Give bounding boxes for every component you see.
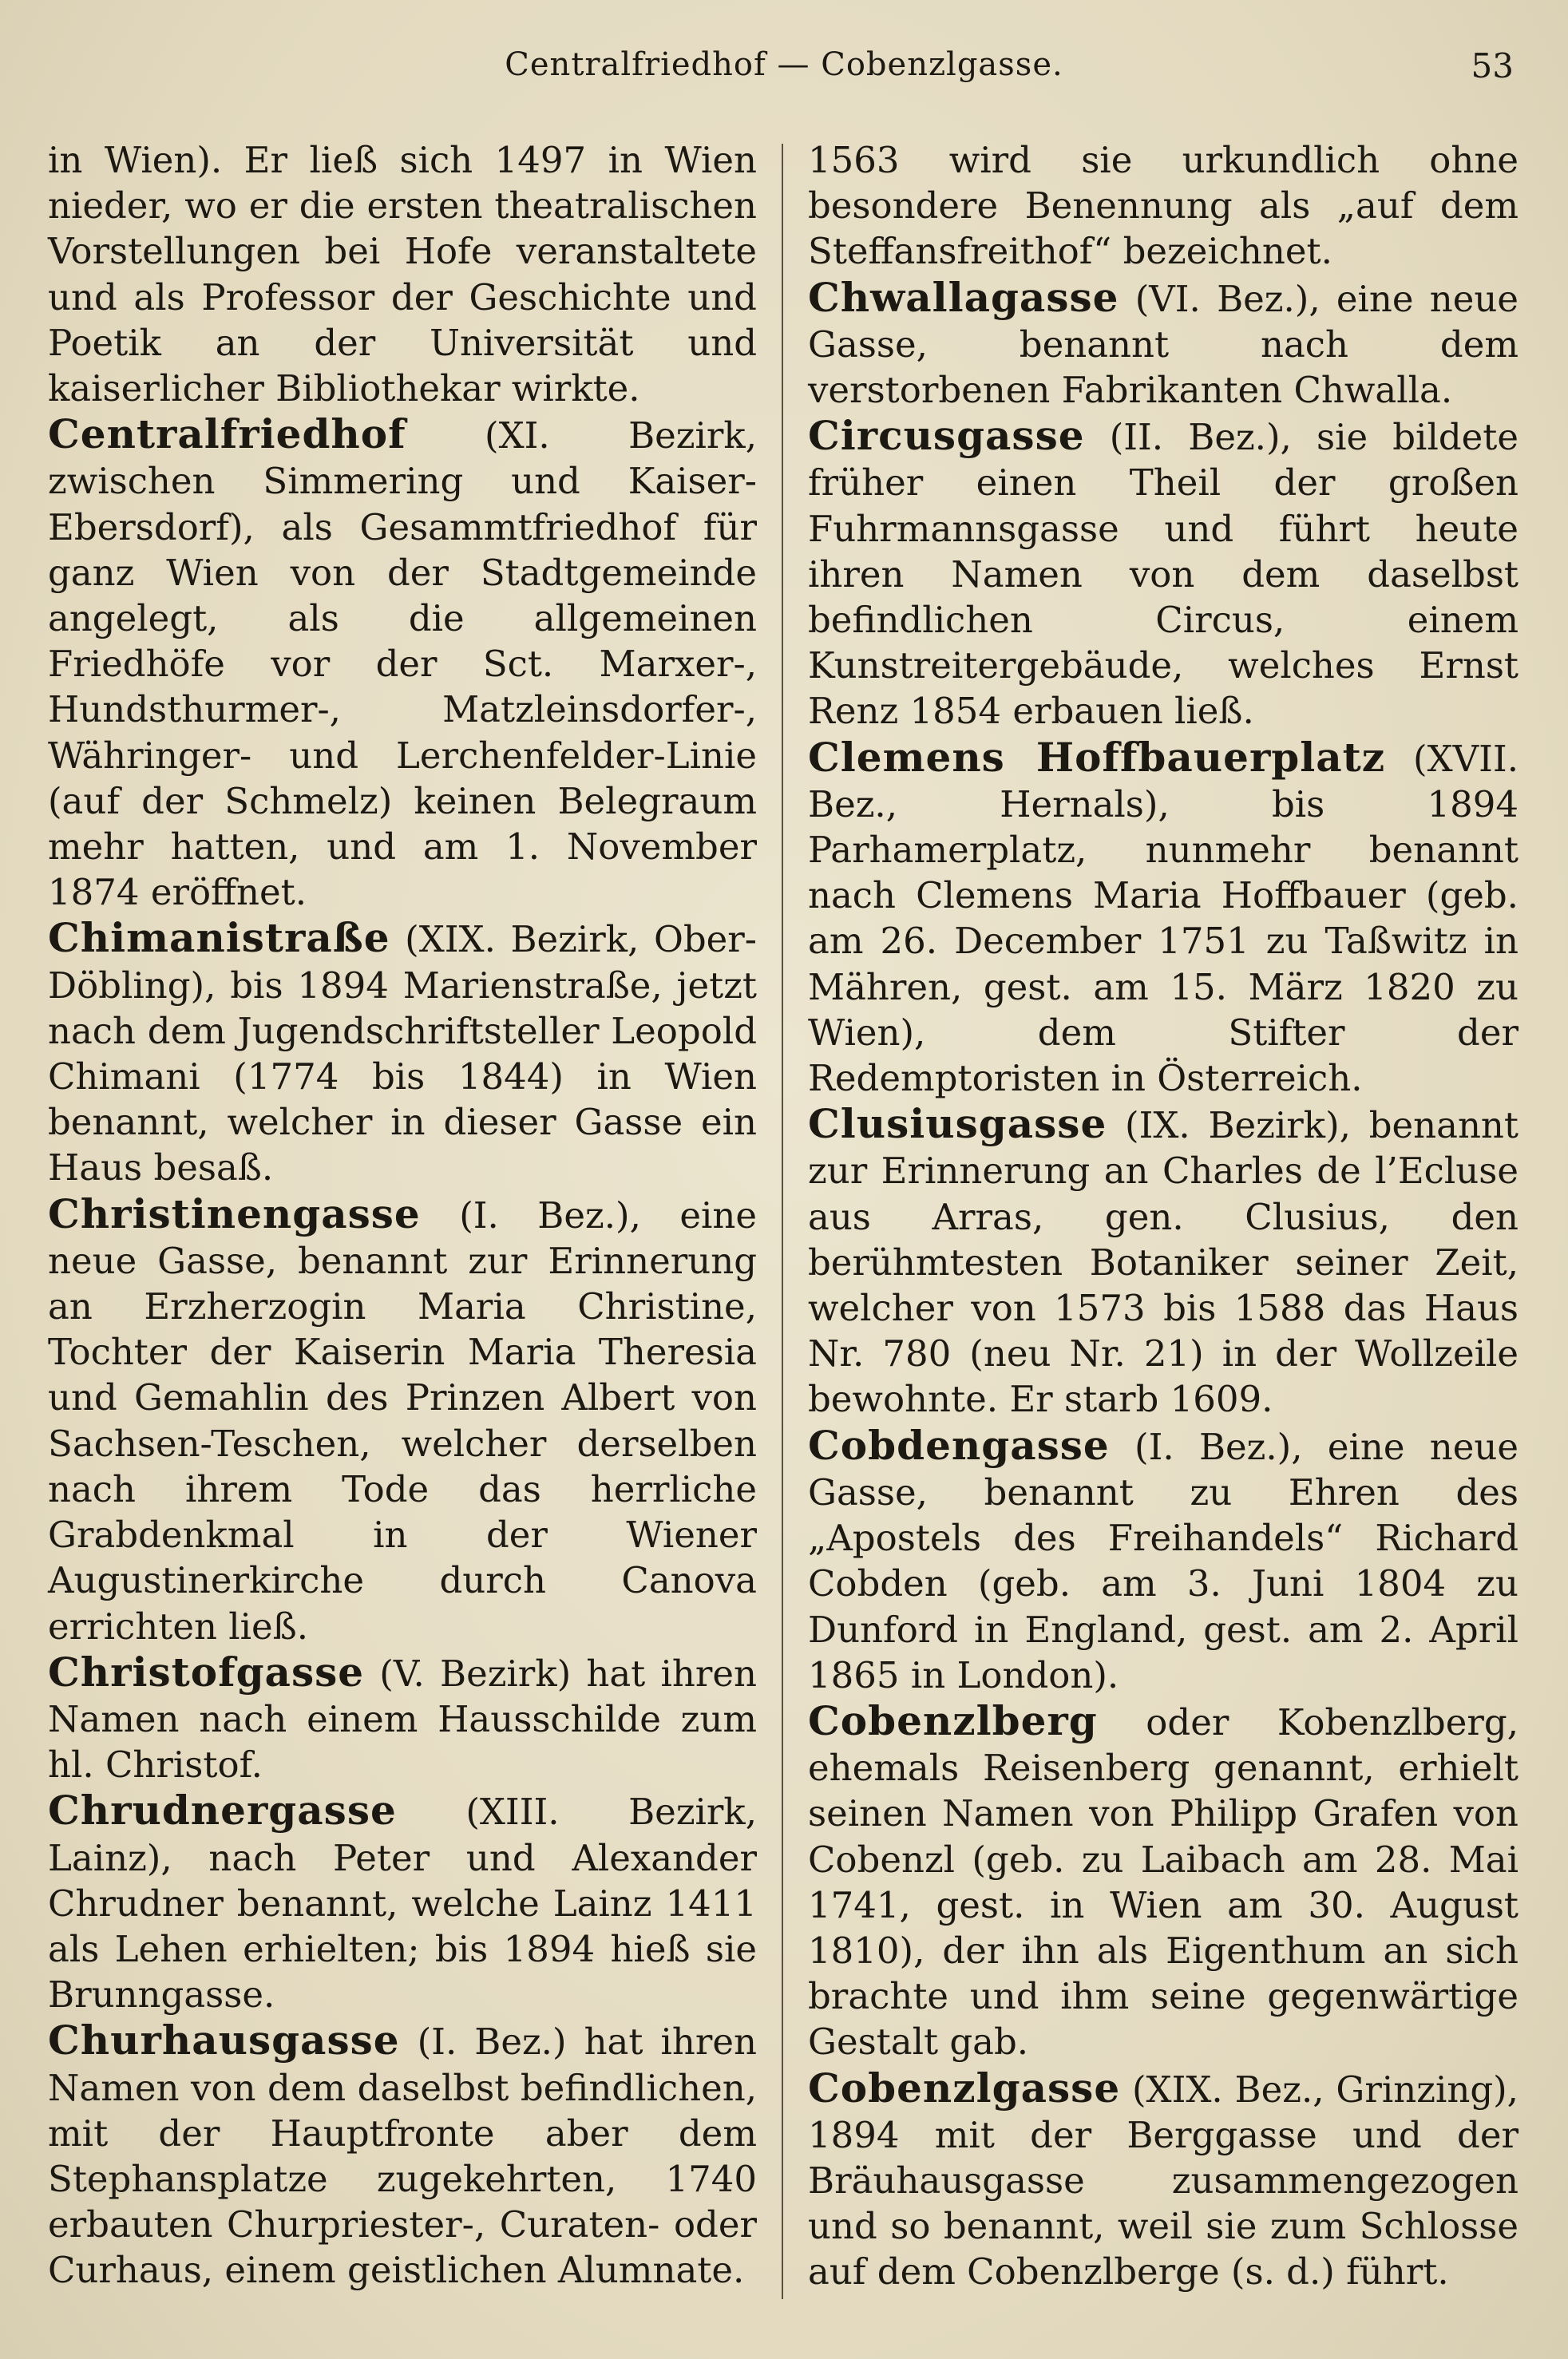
entry-churhausgasse [48,2017,757,2293]
entry-headword: Chwallagasse [808,273,1119,321]
entry-headword: Cobenzlberg [808,1696,1098,1744]
entry-circusgasse [808,413,1519,734]
entry-text: (IX. Bezirk), benannt zur Erinnerung an Charles de l’Ecluse aus Arras, gen. Clusius, den berühmtesten Botaniker seiner Zeit, welcher von 1573 bis 1588 das Haus Nr. 780 (neu Nr. 21) in der Wollzeile bewohnte. Er starb 1609. [808,1104,1519,1421]
entry-text: (XIX. Bez., Grinzing), 1894 mit der Berggasse und der Bräuhausgasse zusammengezogen und so benannt, weil sie zum Schlosse auf dem Cobenzlberge (s. d.) führt. [808,2068,1519,2294]
entry-text: (II. Bez.), sie bildete früher einen Theil der großen Fuhrmannsgasse und führt heute ihren Namen von dem daselbst befindlichen Circus, einem Kunstreitergebäude, welches Ernst Renz 1854 erbauen ließ. [808,416,1519,733]
entry-text: 1563 wird sie urkundlich ohne besondere Benennung als „auf dem Steffansfreithof“ bezeichnet. [808,139,1519,273]
entry-clusiusgasse [808,1101,1519,1422]
entry-headword: Clusiusgasse [808,1100,1107,1148]
entry-headword: Cobdengasse [808,1421,1110,1469]
entry-text: (V. Bezirk) hat ihren Namen nach einem Hausschilde zum hl. Christof. [48,1652,757,1787]
column-divider [782,144,783,2299]
entry-headword: Clemens Hoffbauerplatz [808,733,1386,781]
entry-headword: Chrudnergasse [48,1787,397,1835]
entry-chrudnergasse [48,1787,757,2017]
entry-headword: Cobenzlgasse [808,2064,1121,2112]
entry-christofgasse [48,1649,757,1788]
entry-text: (XVII. Bez., Hernals), bis 1894 Parhamerplatz, nunmehr benannt nach Clemens Maria Hoffbauer (geb. am 26. December 1751 zu Taßwitz in Mähren, gest. am 15. März 1820 zu Wien), dem Stifter der Redemptoristen in Österreich. [808,737,1519,1100]
entry-chimanistrasse [48,915,757,1190]
entry-chwallagasse [808,275,1519,414]
entry-centralfriedhof [48,411,757,915]
entry-continuation [808,137,1519,275]
right-column [808,137,1519,2295]
entry-headword: Chimanistraße [48,914,390,962]
entry-text: (VI. Bez.), eine neue Gasse, benannt nach dem verstorbenen Fabrikanten Chwalla. [808,277,1519,412]
entry-christinengasse [48,1191,757,1649]
entry-headword: Christofgasse [48,1648,365,1696]
entry-text: (XI. Bezirk, zwischen Simmering und Kaiser-Ebersdorf), als Gesammtfriedhof für ganz Wien von der Stadtgemeinde angelegt, als die allgemeinen Friedhöfe vor der Sct. Marxer-, Hundsthurmer-, Matzleinsdorfer-, Währinger- und Lerchenfelder-Linie (auf der Schmelz) keinen Belegraum mehr hatten, und am 1. November 1874 eröffnet. [48,414,757,914]
entry-text: oder Kobenzlberg, ehemals Reisenberg genannt, erhielt seinen Namen von Philipp Grafen von Cobenzl (geb. zu Laibach am 28. Mai 1741, gest. in Wien am 30. August 1810), der ihn als Eigenthum an sich brachte und ihm seine gegenwärtige Gestalt gab. [808,1700,1519,2064]
entry-text: in Wien). Er ließ sich 1497 in Wien nieder, wo er die ersten theatralischen Vorstellungen bei Hofe veranstaltete und als Professor der Geschichte und Poetik an der Universität und kaiserlicher Bibliothekar wirkte. [48,139,757,410]
entry-text: (I. Bez.), eine neue Gasse, benannt zur Erinnerung an Erzherzogin Maria Christine, Tochter der Kaiserin Maria Theresia und Gemahlin des Prinzen Albert von Sachsen-Teschen, welcher derselben nach ihrem Tode das herrliche Grabdenkmal in der Wiener Augustinerkirche durch Canova errichten ließ. [48,1193,757,1648]
entry-headword: Churhausgasse [48,2017,400,2064]
entry-clemens-hoffbauerplatz [808,734,1519,1102]
entry-text: (I. Bez.), eine neue Gasse, benannt zu Ehren des „Apostels des Freihandels“ Richard Cobden (geb. am 3. Juni 1804 zu Dunford in England, gest. am 2. April 1865 in London). [808,1425,1519,1696]
entry-cobenzlberg [808,1698,1519,2065]
entry-text: (XIX. Bezirk, Ober-Döbling), bis 1894 Marienstraße, jetzt nach dem Jugendschriftsteller Leopold Chimani (1774 bis 1844) in Wien benannt, welcher in dieser Gasse ein Haus besaß. [48,918,757,1189]
entry-text: (XIII. Bezirk, Lainz), nach Peter und Alexander Chrudner benannt, welche Lainz 1411 als Lehen erhielten; bis 1894 hieß sie Brunngasse. [48,1791,757,2017]
left-column [48,137,757,2294]
entry-continuation [48,137,757,411]
entry-text: (I. Bez.) hat ihren Namen von dem daselbst befindlichen, mit der Hauptfronte aber dem Stephansplatze zugekehrten, 1740 erbauten Churpriester-, Curaten- oder Curhaus, einem geistlichen Alumnate. [48,2021,757,2292]
entry-headword: Circusgasse [808,412,1085,460]
running-head: Centralfriedhof — Cobenzlgasse. [505,46,1063,83]
page-number: 53 [1471,46,1514,85]
entry-cobenzlgasse [808,2065,1519,2295]
entry-cobdengasse [808,1423,1519,1698]
entry-headword: Christinengasse [48,1189,421,1237]
entry-headword: Centralfriedhof [48,410,406,458]
